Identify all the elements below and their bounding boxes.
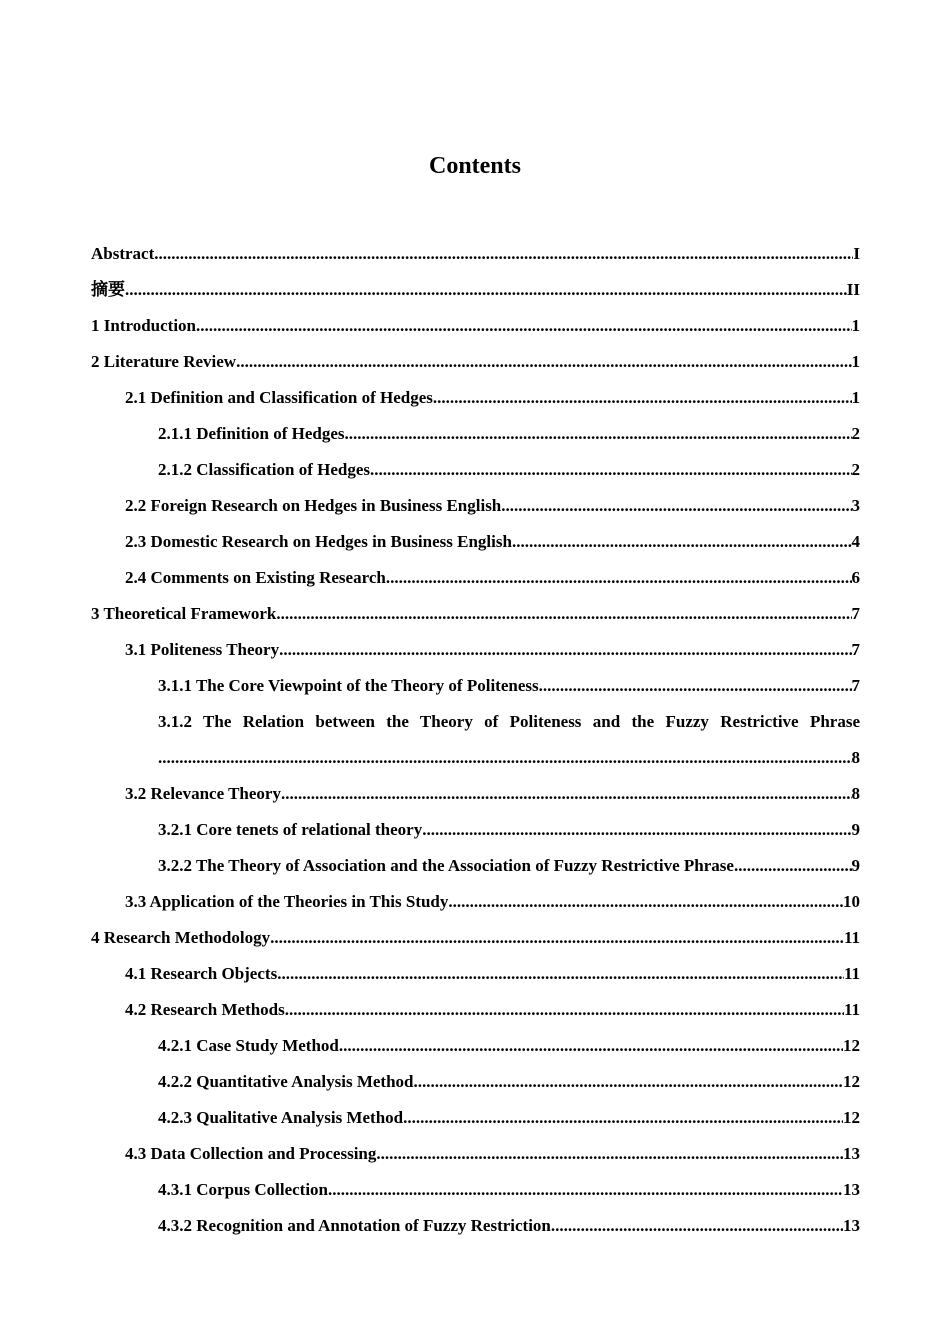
toc-entry[interactable] [91, 1208, 860, 1244]
toc-entry[interactable] [91, 632, 860, 668]
toc-dot-leader [448, 884, 843, 920]
toc-page-number: 7 [851, 604, 860, 623]
toc-entry-label: Abstract [91, 244, 155, 263]
toc-dot-leader [345, 416, 852, 452]
toc-entry[interactable] [91, 380, 860, 416]
toc-dot-leader [276, 596, 851, 632]
toc-entry-label: 4.1 Research Objects [125, 964, 278, 983]
toc-entry-label: 2.2 Foreign Research on Hedges in Business English [125, 496, 502, 515]
toc-dot-leader [370, 452, 851, 488]
toc-dot-leader [403, 1100, 843, 1136]
toc-page-number: 13 [843, 1144, 860, 1163]
toc-dot-leader [125, 272, 847, 308]
toc-entry[interactable] [91, 956, 860, 992]
toc-entry-label: 2.4 Comments on Existing Research [125, 568, 386, 587]
toc-page-number: I [853, 244, 860, 263]
toc-page-number: 6 [851, 568, 860, 587]
toc-entry-label: 4.2.3 Qualitative Analysis Method [158, 1108, 404, 1127]
toc-entry[interactable] [91, 416, 860, 452]
toc-entry-label: 3.2 Relevance Theory [125, 784, 281, 803]
toc-entry-label: 3.1.1 The Core Viewpoint of the Theory of Politeness [158, 676, 539, 695]
toc-entry[interactable] [91, 992, 860, 1028]
toc-entry[interactable] [91, 236, 860, 272]
toc-entry-label: 3.1 Politeness Theory [125, 640, 280, 659]
toc-dot-leader [376, 1136, 843, 1172]
toc-page-number: 11 [843, 1000, 860, 1019]
toc-page-number: 1 [851, 388, 860, 407]
toc-dot-leader [281, 776, 852, 812]
toc-dot-leader [339, 1028, 843, 1064]
toc-entry-label: 4.3.1 Corpus Collection [158, 1180, 328, 1199]
toc-entry-label: 3.1.2 The Relation between the Theory of Politeness and the Fuzzy Restrictive Phrase [158, 712, 860, 731]
toc-dot-leader [433, 380, 852, 416]
toc-entry[interactable] [91, 488, 860, 524]
toc-page-number: 4 [851, 532, 860, 551]
toc-entry[interactable] [91, 596, 860, 632]
toc-entry[interactable] [91, 560, 860, 596]
toc-entry[interactable] [91, 1172, 860, 1208]
toc-entry-label: 4.3.2 Recognition and Annotation of Fuzzy Restriction [158, 1216, 551, 1235]
toc-entry[interactable] [91, 1028, 860, 1064]
toc-dot-leader [734, 848, 852, 884]
toc-entry[interactable] [91, 704, 860, 776]
toc-entry-label: 3.2.2 The Theory of Association and the Association of Fuzzy Restrictive Phrase [158, 856, 734, 875]
toc-entry[interactable] [91, 668, 860, 704]
toc-entry-label: 4.2 Research Methods [125, 1000, 285, 1019]
toc-entry-label: 4.3 Data Collection and Processing [125, 1144, 377, 1163]
toc-entry-label: 2.1.1 Definition of Hedges [158, 424, 345, 443]
toc-entry[interactable] [91, 308, 860, 344]
toc-entry[interactable] [91, 884, 860, 920]
toc-entry[interactable] [91, 344, 860, 380]
toc-entry-label: 2.1 Definition and Classification of Hedges [125, 388, 433, 407]
toc-entry-label: 3.3 Application of the Theories in This Study [125, 892, 449, 911]
toc-entry[interactable] [91, 1136, 860, 1172]
toc-entry-label: 1 Introduction [91, 316, 197, 335]
contents-title: Contents [428, 153, 521, 179]
toc-page-number: 8 [851, 784, 860, 803]
toc-entry[interactable] [91, 1064, 860, 1100]
toc-page-number: 13 [843, 1216, 860, 1235]
toc-dot-leader [196, 308, 851, 344]
toc-dot-leader [270, 920, 844, 956]
toc-dot-leader [277, 956, 844, 992]
toc-page-number: 12 [843, 1036, 860, 1055]
toc-entry-label: 2 Literature Review [91, 352, 237, 371]
toc-page-number: 2 [851, 424, 860, 443]
toc-entry-label: 3.2.1 Core tenets of relational theory [158, 820, 423, 839]
toc-entry[interactable] [91, 1100, 860, 1136]
toc-dot-leader [551, 1208, 843, 1244]
toc-page-number: 12 [843, 1072, 860, 1091]
toc-page-number: 7 [851, 676, 860, 695]
toc-entry-label: 3 Theoretical Framework [91, 604, 277, 623]
toc-dot-leader [279, 632, 851, 668]
toc-page-number: 9 [851, 856, 860, 875]
toc-page-number: 1 [851, 316, 860, 335]
toc-page-number: 11 [843, 928, 860, 947]
toc-page-number: 1 [851, 352, 860, 371]
toc-dot-leader [158, 740, 852, 776]
toc-entry[interactable] [91, 272, 860, 308]
toc-entry-label: 2.3 Domestic Research on Hedges in Business English [125, 532, 512, 551]
toc-dot-leader [154, 236, 853, 272]
toc-entry[interactable] [91, 848, 860, 884]
toc-entry-label: 4.2.2 Quantitative Analysis Method [158, 1072, 414, 1091]
toc-dot-leader [512, 524, 852, 560]
toc-entry[interactable] [91, 776, 860, 812]
toc-dot-leader [236, 344, 851, 380]
toc-page-number: 11 [843, 964, 860, 983]
toc-page-number: 10 [843, 892, 860, 911]
toc-dot-leader [501, 488, 851, 524]
toc-entry[interactable] [91, 920, 860, 956]
toc-dot-leader [414, 1064, 844, 1100]
toc-entry-label: 4.2.1 Case Study Method [158, 1036, 339, 1055]
toc-page-number: 2 [851, 460, 860, 479]
toc-page-number: II [846, 280, 860, 299]
toc-page-number: 7 [851, 640, 860, 659]
toc-page-number: 12 [843, 1108, 860, 1127]
toc-dot-leader [539, 668, 852, 704]
toc-page-number: 8 [851, 748, 860, 767]
table-of-contents [91, 236, 860, 1244]
toc-dot-leader [422, 812, 851, 848]
toc-page-number: 9 [851, 820, 860, 839]
toc-dot-leader [328, 1172, 843, 1208]
toc-entry-label: 摘要 [91, 280, 125, 299]
toc-entry[interactable] [91, 524, 860, 560]
toc-page-number: 3 [851, 496, 860, 515]
toc-entry[interactable] [91, 812, 860, 848]
toc-entry-label: 2.1.2 Classification of Hedges [158, 460, 371, 479]
toc-entry-label: 4 Research Methodology [91, 928, 271, 947]
toc-dot-leader [386, 560, 852, 596]
toc-entry[interactable] [91, 452, 860, 488]
toc-page-number: 13 [843, 1180, 860, 1199]
toc-dot-leader [285, 992, 844, 1028]
